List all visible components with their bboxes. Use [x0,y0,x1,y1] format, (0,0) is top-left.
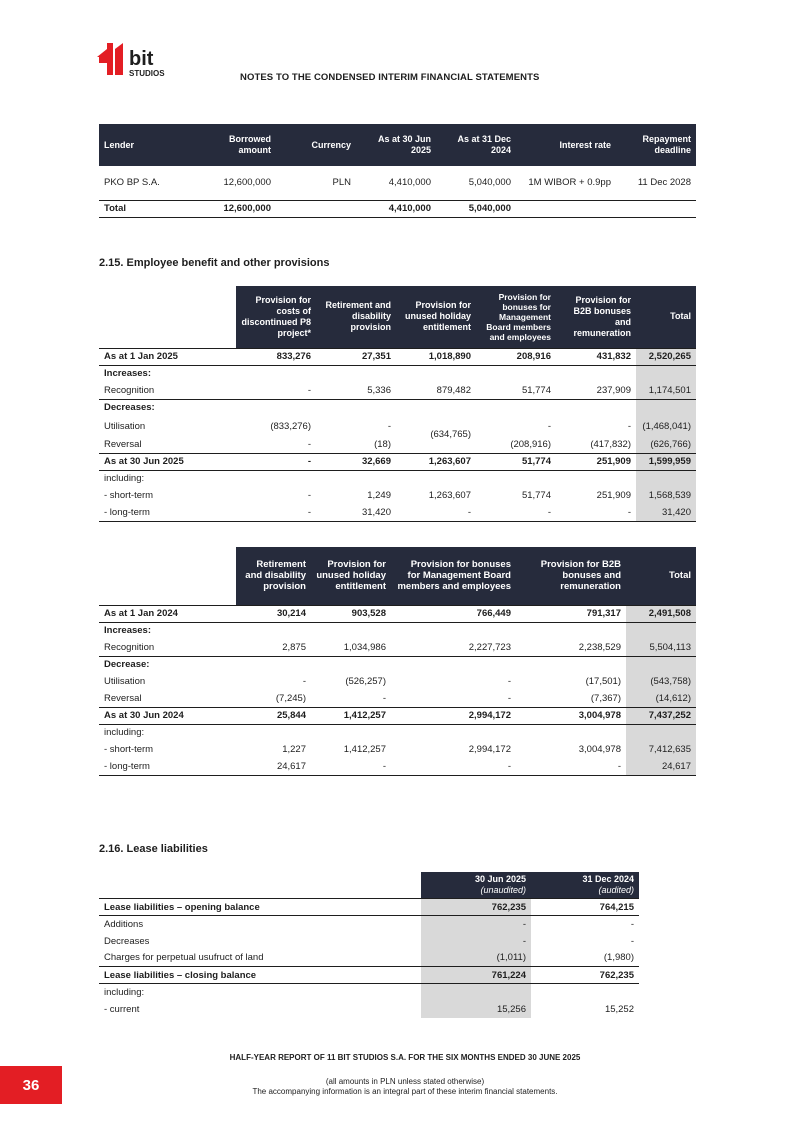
table-cell: 1,263,607 [428,490,471,501]
column-header: Lender [99,124,196,166]
column-header: Retirement and disability provision [236,547,311,605]
column-header-date: 30 Jun 2025 [474,874,526,884]
table-cell: (1,468,041) [636,416,696,436]
table-cell: 5,040,000 [468,177,511,189]
column-header: Provision for bonuses for Management Board members and employees [391,547,516,605]
table-cell: As at 1 Jan 2025 [99,348,236,365]
table-cell: Reversal [104,692,142,704]
table-cell: (14,612) [626,690,696,707]
table-cell: - [630,935,634,947]
table-cell: - [387,420,391,432]
table-cell: 237,909 [556,382,636,399]
table-cell: 764,215 [531,899,639,916]
table-row [99,950,639,967]
svg-text:STUDIOS: STUDIOS [129,69,165,78]
column-header-date: 31 Dec 2024 [582,874,634,884]
table-total-row [99,453,696,470]
column-header [99,547,236,605]
table-cell: 208,916 [476,348,556,365]
table-row [99,758,696,775]
table-cell: 25,844 [236,707,311,724]
table-row [99,933,639,950]
table-cell: 4,410,000 [356,200,436,217]
table-cell: 2,994,172 [468,744,511,755]
table-cell: 7,412,635 [626,741,696,758]
table-cell: - [556,504,636,521]
table-total-row [99,200,696,217]
table-cell: 11 Dec 2028 [637,177,691,189]
table-cell: - [391,758,516,775]
table-cell: 879,482 [396,382,476,399]
table-cell: (17,501) [585,676,621,687]
footer-note-integral: The accompanying information is an integral part of these interim financial statements. [252,1087,558,1096]
column-header [99,286,236,348]
table-cell: Increases: [104,625,152,637]
table-cell: 1,174,501 [636,382,696,399]
table-cell: 4,410,000 [388,177,431,189]
column-header-sub: (audited) [598,885,634,895]
column-header [421,872,531,899]
table-cell: 1,227 [282,744,306,755]
table-cell: 2,875 [236,639,311,656]
table-cell: - [236,382,316,399]
table-cell: Decreases [104,935,150,947]
table-cell: - [421,916,531,933]
table-total-row [99,967,639,984]
column-header: Interest rate [516,124,616,166]
loans-table [99,124,696,218]
table-cell: - [307,438,311,450]
table-row [99,470,696,487]
table-cell: Additions [104,918,144,930]
table-cell: Decreases: [104,402,155,414]
table-cell: including: [104,473,145,485]
table-cell: 15,252 [604,1003,634,1015]
table-cell [516,200,616,217]
footer-report-title: HALF-YEAR REPORT OF 11 BIT STUDIOS S.A. FOR THE SIX MONTHS ENDED 30 JUNE 2025 [229,1053,581,1062]
table-row [99,916,639,933]
table-cell: Increases: [104,368,152,380]
column-header [531,872,639,899]
table-cell: (7,367) [590,692,621,704]
table-cell: 2,994,172 [391,707,516,724]
table-cell: 51,774 [476,382,556,399]
table-cell: 903,528 [311,605,391,622]
table-header-row [99,547,696,605]
table-cell: (526,257) [345,676,386,687]
provisions-2024-table [99,547,696,776]
table-cell: Charges for perpetual usufruct of land [104,952,264,964]
table-cell: 762,235 [421,899,531,916]
table-cell: 31,420 [316,504,396,521]
table-cell: 27,351 [316,348,396,365]
table-cell: (634,765) [430,428,471,440]
table-cell: Lease liabilities – closing balance [99,967,421,984]
table-cell: - [382,692,386,704]
table-cell: 1,412,257 [311,707,391,724]
table-cell: 3,004,978 [578,744,621,755]
table-cell: (7,245) [275,692,306,704]
table-cell: - [307,490,311,501]
table-header-row [99,872,639,899]
table-row [99,605,696,622]
page-number-badge: 36 [0,1066,62,1104]
table-cell: 2,238,529 [516,639,626,656]
table-cell [276,200,356,217]
table-cell: Utilisation [104,676,146,687]
table-cell: including: [104,727,145,739]
table-cell: (543,758) [626,673,696,690]
table-header-row [99,286,696,348]
table-cell: - [547,420,551,432]
table-cell: (208,916) [510,438,551,450]
table-cell: 1,034,986 [311,639,391,656]
column-header-sub: (unaudited) [480,885,526,895]
column-header: Retirement and disability provision [316,286,396,348]
table-cell: PKO BP S.A. [104,177,160,189]
table-cell: As at 1 Jan 2024 [99,605,236,622]
table-cell: - [507,692,511,704]
table-cell: As at 30 Jun 2025 [99,453,236,470]
table-cell: - [311,758,391,775]
column-header: Provision for bonuses for Management Board members and employees [476,286,556,348]
table-cell: 31,420 [636,504,696,521]
svg-text:bit: bit [129,48,154,70]
table-cell: 30,214 [236,605,311,622]
table-row [99,984,639,1001]
table-cell: 5,504,113 [626,639,696,656]
section-title-employee-provisions: 2.15. Employee benefit and other provisions [99,257,330,269]
column-header: Provision for B2B bonuses and remuneration [556,286,636,348]
section-title-lease-liabilities: 2.16. Lease liabilities [99,843,208,855]
table-cell: 12,600,000 [196,200,276,217]
table-cell: 2,520,265 [636,348,696,365]
table-cell: - short-term [104,744,154,755]
table-cell: 5,040,000 [436,200,516,217]
table-row [99,622,696,639]
table-cell: (1,011) [421,950,531,967]
table-row [99,382,696,399]
table-cell: 32,669 [316,453,396,470]
table-row [99,741,696,758]
table-cell: 3,004,978 [516,707,626,724]
table-cell: 431,832 [556,348,636,365]
table-cell: - [630,918,634,930]
table-cell: Lease liabilities – opening balance [99,899,421,916]
table-row [99,899,639,916]
table-cell: (833,276) [270,420,311,432]
table-cell: 1,568,539 [636,487,696,504]
table-row [99,166,696,200]
table-cell: 7,437,252 [626,707,696,724]
table-row [99,399,696,416]
table-row [99,656,696,673]
provisions-2025-table [99,286,696,522]
table-cell: - current [104,1003,140,1015]
table-cell: 251,909 [596,490,631,501]
table-row [99,673,696,690]
column-header: As at 31 Dec 2024 [436,124,516,166]
table-cell: (417,832) [590,438,631,450]
column-header: Provision for costs of discontinued P8 project* [236,286,316,348]
table-row [99,1001,639,1018]
table-cell: 1,263,607 [396,453,476,470]
table-cell: - [236,453,316,470]
company-logo [97,43,177,83]
table-cell: Utilisation [104,420,146,432]
table-row [99,724,696,741]
table-row [99,639,696,656]
table-cell [616,200,696,217]
table-cell: 766,449 [391,605,516,622]
table-cell: 2,227,723 [391,639,516,656]
table-cell: - [627,420,631,432]
table-cell: 1M WIBOR + 0.9pp [528,177,611,189]
table-cell: 761,224 [421,967,531,984]
table-cell: As at 30 Jun 2024 [99,707,236,724]
table-cell: including: [104,986,145,998]
table-cell: Recognition [99,382,236,399]
table-row [99,348,696,365]
table-cell: 251,909 [556,453,636,470]
page-header-title: NOTES TO THE CONDENSED INTERIM FINANCIAL STATEMENTS [240,72,540,83]
table-cell: - [396,504,476,521]
table-cell: 51,774 [521,490,551,501]
table-cell: 833,276 [236,348,316,365]
table-cell: - long-term [99,758,236,775]
table-cell: 24,617 [626,758,696,775]
table-cell: PLN [332,177,351,189]
table-header-row [99,124,696,166]
table-cell: Decrease: [104,659,150,671]
table-cell: (1,980) [603,952,634,964]
column-header: Provision for unused holiday entitlement [396,286,476,348]
table-cell: Reversal [104,438,142,450]
footer-note-amounts: (all amounts in PLN unless stated otherwise) [325,1077,485,1086]
table-cell: 12,600,000 [223,177,271,189]
column-header: Currency [276,124,356,166]
table-cell: (18) [374,438,391,450]
table-cell: - [516,758,626,775]
column-header: Borrowed amount [196,124,276,166]
table-cell: (626,766) [636,436,696,453]
table-cell: 1,018,890 [396,348,476,365]
table-cell: 5,336 [316,382,396,399]
table-row [99,416,696,436]
lease-liabilities-table [99,872,639,1018]
table-row [99,487,696,504]
column-header: Total [626,547,696,605]
table-cell: - short-term [104,490,154,501]
table-cell: - long-term [99,504,236,521]
column-header: As at 30 Jun 2025 [356,124,436,166]
column-header: Total [636,286,696,348]
table-row [99,690,696,707]
table-total-row [99,707,696,724]
table-cell: Total [99,200,196,217]
column-header: Repayment deadline [616,124,696,166]
column-header: Provision for B2B bonuses and remuneration [516,547,626,605]
table-cell: - [507,676,511,687]
table-cell: 762,235 [531,967,639,984]
table-cell: Recognition [99,639,236,656]
table-cell: 24,617 [236,758,311,775]
table-cell: 791,317 [516,605,626,622]
table-cell: 1,249 [367,490,391,501]
table-cell: - [421,933,531,950]
table-row [99,504,696,521]
table-row [99,365,696,382]
table-cell: - [302,676,306,687]
table-cell: 15,256 [421,1001,531,1018]
table-cell: 1,412,257 [343,744,386,755]
table-cell: 1,599,959 [636,453,696,470]
table-cell: - [476,504,556,521]
table-cell: - [236,504,316,521]
table-cell: 51,774 [476,453,556,470]
table-cell: 2,491,508 [626,605,696,622]
column-header: Provision for unused holiday entitlement [311,547,391,605]
